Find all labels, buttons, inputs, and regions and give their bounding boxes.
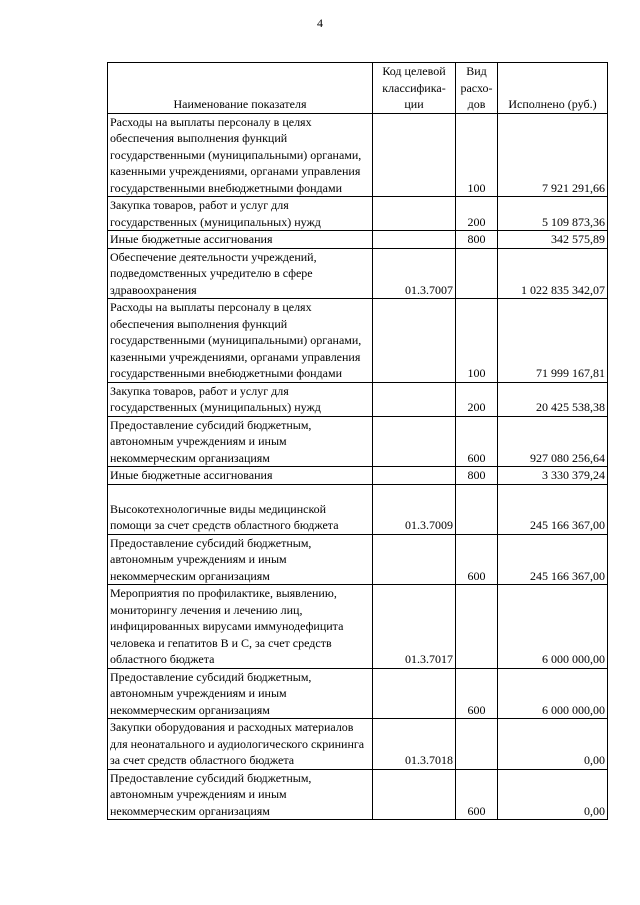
row-name: Высокотехнологичные виды медицинской помощи за счет средств областного бюджета bbox=[108, 484, 373, 534]
table-row bbox=[108, 484, 608, 534]
row-name: Расходы на выплаты персоналу в целях обеспечения выполнения функций государственными (муниципальными) органами, казенными учреждениями, органами управления государственными внебюджетными фондами bbox=[108, 299, 373, 383]
row-amount: 6 000 000,00 bbox=[498, 585, 608, 669]
row-amount: 20 425 538,38 bbox=[498, 382, 608, 416]
table-header-row bbox=[108, 63, 608, 114]
row-type: 200 bbox=[456, 382, 498, 416]
row-name: Иные бюджетные ассигнования bbox=[108, 231, 373, 249]
row-name: Предоставление субсидий бюджетным, автономным учреждениям и иным некоммерческим организациям bbox=[108, 769, 373, 820]
row-code bbox=[373, 467, 456, 485]
row-name: Закупка товаров, работ и услуг для государственных (муниципальных) нужд bbox=[108, 197, 373, 231]
row-code: 01.3.7009 bbox=[373, 484, 456, 534]
table-row bbox=[108, 585, 608, 669]
table-row bbox=[108, 769, 608, 820]
row-type: 600 bbox=[456, 668, 498, 719]
row-code: 01.3.7018 bbox=[373, 719, 456, 770]
row-amount: 3 330 379,24 bbox=[498, 467, 608, 485]
row-amount: 927 080 256,64 bbox=[498, 416, 608, 467]
row-amount: 0,00 bbox=[498, 719, 608, 770]
row-code bbox=[373, 197, 456, 231]
table-row bbox=[108, 416, 608, 467]
row-type: 100 bbox=[456, 113, 498, 197]
row-amount: 7 921 291,66 bbox=[498, 113, 608, 197]
row-type: 600 bbox=[456, 416, 498, 467]
table-row bbox=[108, 113, 608, 197]
row-code bbox=[373, 113, 456, 197]
table-row bbox=[108, 534, 608, 585]
table-row bbox=[108, 668, 608, 719]
row-name: Предоставление субсидий бюджетным, автономным учреждениям и иным некоммерческим организациям bbox=[108, 534, 373, 585]
table-row bbox=[108, 248, 608, 299]
row-type bbox=[456, 719, 498, 770]
row-amount: 5 109 873,36 bbox=[498, 197, 608, 231]
row-amount: 1 022 835 342,07 bbox=[498, 248, 608, 299]
row-amount: 342 575,89 bbox=[498, 231, 608, 249]
row-type: 600 bbox=[456, 769, 498, 820]
header-name: Наименование показателя bbox=[108, 63, 373, 114]
table-row bbox=[108, 197, 608, 231]
table-row bbox=[108, 299, 608, 383]
row-name: Иные бюджетные ассигнования bbox=[108, 467, 373, 485]
row-amount: 6 000 000,00 bbox=[498, 668, 608, 719]
header-code: Код целевой классифика-ции bbox=[373, 63, 456, 114]
row-name: Предоставление субсидий бюджетным, автономным учреждениям и иным некоммерческим организациям bbox=[108, 416, 373, 467]
table-row bbox=[108, 382, 608, 416]
table-row bbox=[108, 231, 608, 249]
row-name: Обеспечение деятельности учреждений, подведомственных учредителю в сфере здравоохранения bbox=[108, 248, 373, 299]
budget-execution-table bbox=[107, 62, 608, 820]
row-type: 800 bbox=[456, 467, 498, 485]
row-type: 600 bbox=[456, 534, 498, 585]
row-type bbox=[456, 484, 498, 534]
row-code bbox=[373, 382, 456, 416]
row-type bbox=[456, 248, 498, 299]
row-amount: 71 999 167,81 bbox=[498, 299, 608, 383]
row-type bbox=[456, 585, 498, 669]
row-code bbox=[373, 299, 456, 383]
row-name: Расходы на выплаты персоналу в целях обеспечения выполнения функций государственными (муниципальными) органами, казенными учреждениями, органами управления государственными внебюджетными фондами bbox=[108, 113, 373, 197]
row-code: 01.3.7017 bbox=[373, 585, 456, 669]
row-amount: 245 166 367,00 bbox=[498, 484, 608, 534]
page-number: 4 bbox=[317, 16, 323, 30]
row-code bbox=[373, 231, 456, 249]
row-name: Мероприятия по профилактике, выявлению, мониторингу лечения и лечению лиц, инфицированных вирусами иммунодефицита человека и гепатитов В и С, за счет средств областного бюджета bbox=[108, 585, 373, 669]
row-name: Закупка товаров, работ и услуг для государственных (муниципальных) нужд bbox=[108, 382, 373, 416]
header-type: Вид расхо-дов bbox=[456, 63, 498, 114]
row-amount: 0,00 bbox=[498, 769, 608, 820]
table-row bbox=[108, 719, 608, 770]
header-amount: Исполнено (руб.) bbox=[498, 63, 608, 114]
row-amount: 245 166 367,00 bbox=[498, 534, 608, 585]
row-name: Закупки оборудования и расходных материалов для неонатального и аудиологического скрининга за счет средств областного бюджета bbox=[108, 719, 373, 770]
row-code bbox=[373, 769, 456, 820]
row-code bbox=[373, 416, 456, 467]
row-code bbox=[373, 534, 456, 585]
row-code: 01.3.7007 bbox=[373, 248, 456, 299]
row-name: Предоставление субсидий бюджетным, автономным учреждениям и иным некоммерческим организациям bbox=[108, 668, 373, 719]
table-row bbox=[108, 467, 608, 485]
row-type: 100 bbox=[456, 299, 498, 383]
row-type: 800 bbox=[456, 231, 498, 249]
row-code bbox=[373, 668, 456, 719]
row-type: 200 bbox=[456, 197, 498, 231]
